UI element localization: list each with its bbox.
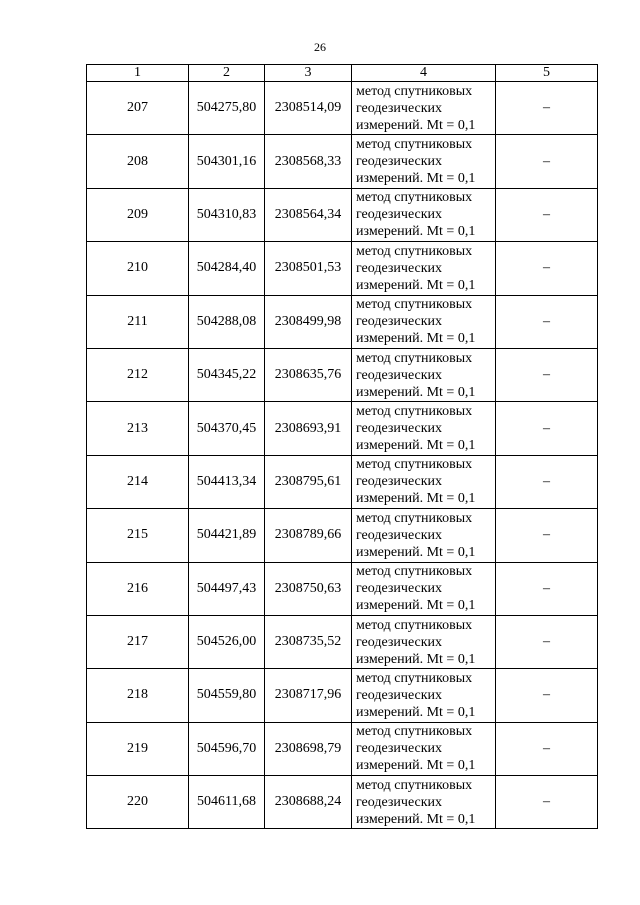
table-row [87,722,598,775]
method-cell: метод спутниковых геодезических измерений. Mt = 0,1 [352,669,496,722]
x-coordinate-cell: 504559,80 [189,669,265,722]
y-coordinate-cell: 2308564,34 [265,188,352,241]
method-cell: метод спутниковых геодезических измерений. Mt = 0,1 [352,562,496,615]
table-row [87,135,598,188]
y-coordinate-cell: 2308750,63 [265,562,352,615]
method-cell: метод спутниковых геодезических измерений. Mt = 0,1 [352,776,496,829]
column-header-2: 2 [189,65,265,82]
note-cell: – [496,242,598,295]
x-coordinate-cell: 504370,45 [189,402,265,455]
point-number-cell: 211 [87,295,189,348]
point-number-cell: 212 [87,348,189,401]
point-number-cell: 218 [87,669,189,722]
x-coordinate-cell: 504596,70 [189,722,265,775]
y-coordinate-cell: 2308501,53 [265,242,352,295]
y-coordinate-cell: 2308688,24 [265,776,352,829]
point-number-cell: 215 [87,509,189,562]
method-cell: метод спутниковых геодезических измерений. Mt = 0,1 [352,242,496,295]
y-coordinate-cell: 2308789,66 [265,509,352,562]
x-coordinate-cell: 504310,83 [189,188,265,241]
table-row [87,188,598,241]
x-coordinate-cell: 504413,34 [189,455,265,508]
method-cell: метод спутниковых геодезических измерений. Mt = 0,1 [352,509,496,562]
y-coordinate-cell: 2308698,79 [265,722,352,775]
note-cell: – [496,82,598,135]
note-cell: – [496,135,598,188]
note-cell: – [496,295,598,348]
table-row [87,242,598,295]
point-number-cell: 209 [87,188,189,241]
note-cell: – [496,669,598,722]
method-cell: метод спутниковых геодезических измерений. Mt = 0,1 [352,615,496,668]
note-cell: – [496,455,598,508]
method-cell: метод спутниковых геодезических измерений. Mt = 0,1 [352,402,496,455]
y-coordinate-cell: 2308735,52 [265,615,352,668]
point-number-cell: 213 [87,402,189,455]
table-row [87,82,598,135]
point-number-cell: 214 [87,455,189,508]
page-number: 26 [314,40,326,54]
x-coordinate-cell: 504345,22 [189,348,265,401]
note-cell: – [496,402,598,455]
method-cell: метод спутниковых геодезических измерений. Mt = 0,1 [352,188,496,241]
method-cell: метод спутниковых геодезических измерений. Mt = 0,1 [352,82,496,135]
point-number-cell: 216 [87,562,189,615]
table-row [87,509,598,562]
method-cell: метод спутниковых геодезических измерений. Mt = 0,1 [352,455,496,508]
method-cell: метод спутниковых геодезических измерений. Mt = 0,1 [352,348,496,401]
y-coordinate-cell: 2308717,96 [265,669,352,722]
note-cell: – [496,776,598,829]
y-coordinate-cell: 2308693,91 [265,402,352,455]
method-cell: метод спутниковых геодезических измерений. Mt = 0,1 [352,135,496,188]
note-cell: – [496,722,598,775]
method-cell: метод спутниковых геодезических измерений. Mt = 0,1 [352,295,496,348]
point-number-cell: 217 [87,615,189,668]
point-number-cell: 219 [87,722,189,775]
note-cell: – [496,348,598,401]
point-number-cell: 208 [87,135,189,188]
x-coordinate-cell: 504284,40 [189,242,265,295]
x-coordinate-cell: 504301,16 [189,135,265,188]
point-number-cell: 207 [87,82,189,135]
coordinates-table [86,64,598,829]
table-row [87,615,598,668]
table-row [87,776,598,829]
note-cell: – [496,562,598,615]
x-coordinate-cell: 504497,43 [189,562,265,615]
table-body [87,82,598,829]
x-coordinate-cell: 504275,80 [189,82,265,135]
header-row [87,65,598,82]
table-row [87,402,598,455]
column-header-1: 1 [87,65,189,82]
x-coordinate-cell: 504611,68 [189,776,265,829]
y-coordinate-cell: 2308795,61 [265,455,352,508]
x-coordinate-cell: 504288,08 [189,295,265,348]
column-header-4: 4 [352,65,496,82]
table-row [87,669,598,722]
table-row [87,295,598,348]
table-row [87,348,598,401]
note-cell: – [496,615,598,668]
method-cell: метод спутниковых геодезических измерений. Mt = 0,1 [352,722,496,775]
column-header-5: 5 [496,65,598,82]
y-coordinate-cell: 2308635,76 [265,348,352,401]
point-number-cell: 210 [87,242,189,295]
table-row [87,455,598,508]
table-row [87,562,598,615]
column-header-3: 3 [265,65,352,82]
y-coordinate-cell: 2308568,33 [265,135,352,188]
note-cell: – [496,188,598,241]
x-coordinate-cell: 504421,89 [189,509,265,562]
y-coordinate-cell: 2308514,09 [265,82,352,135]
x-coordinate-cell: 504526,00 [189,615,265,668]
y-coordinate-cell: 2308499,98 [265,295,352,348]
point-number-cell: 220 [87,776,189,829]
note-cell: – [496,509,598,562]
